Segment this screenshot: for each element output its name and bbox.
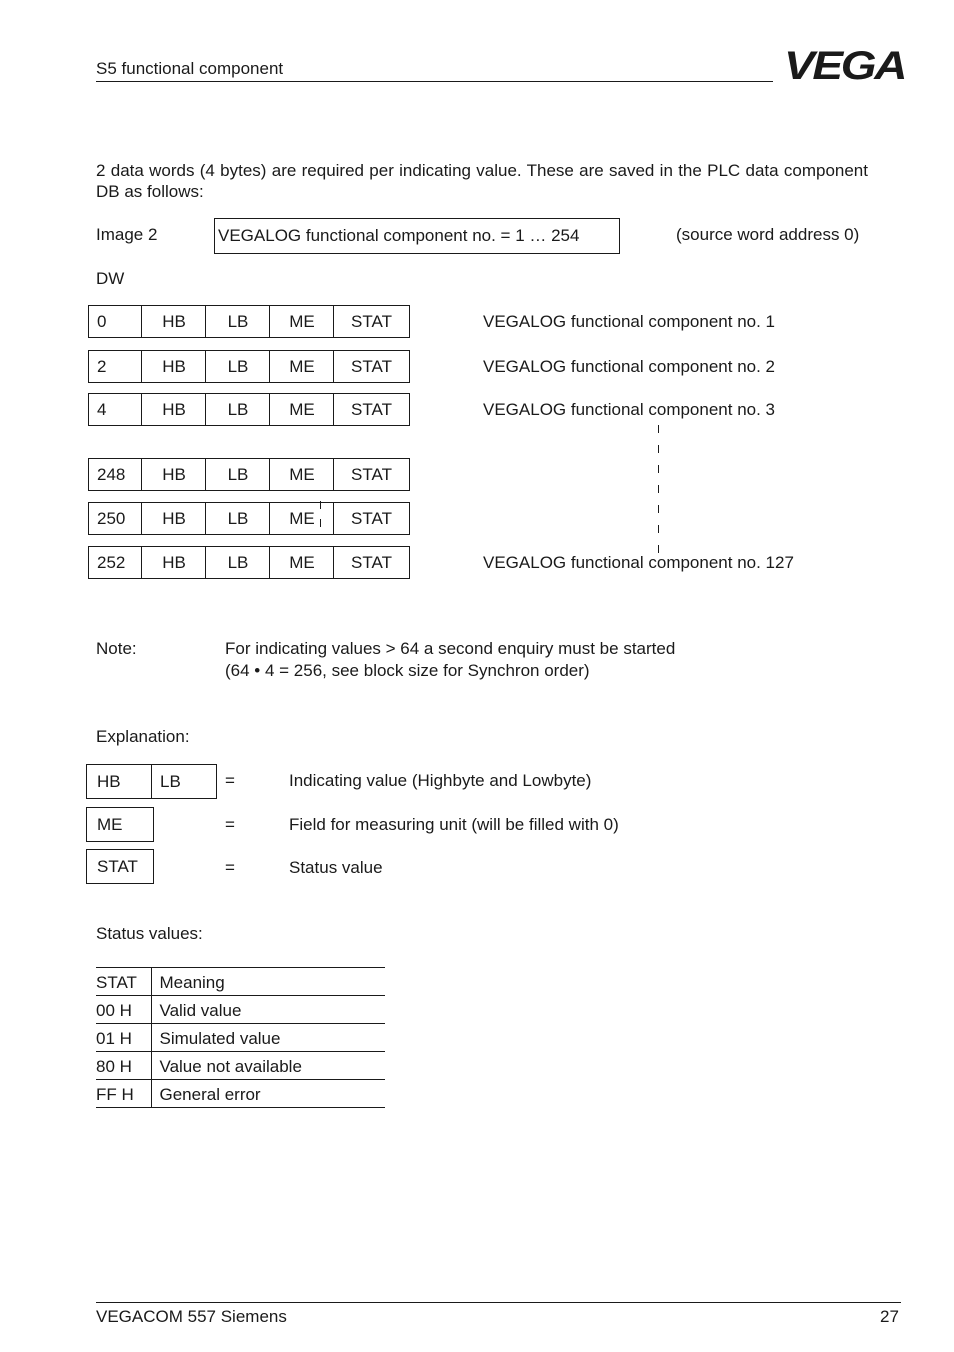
note-line1: For indicating values > 64 a second enquiry must be started (225, 639, 676, 658)
dw-address: 2 (97, 356, 107, 376)
dw-address: 4 (97, 399, 107, 419)
dw-hb: HB (162, 311, 186, 331)
hb-lb-box (86, 764, 217, 799)
note-line2: (64 • 4 = 256, see block size for Synchron order) (225, 661, 590, 680)
explain-3: Status value (289, 858, 383, 877)
dw-stat: STAT (351, 552, 392, 572)
status-meaning: General error (159, 1085, 261, 1104)
dw-lb: LB (227, 508, 249, 528)
table-row (96, 1052, 385, 1080)
status-header-stat: STAT (96, 968, 151, 996)
dash-segment (658, 505, 659, 513)
image-label: Image 2 (96, 225, 158, 244)
dash-segment (658, 545, 659, 553)
explain-2: Field for measuring unit (will be filled with 0) (289, 815, 619, 834)
dw-row (88, 546, 410, 579)
header-rule (96, 81, 773, 82)
status-title: Status values: (96, 924, 203, 943)
status-code: 80 H (96, 1052, 151, 1080)
dw-lb: LB (227, 356, 249, 376)
dash-segment (658, 425, 659, 433)
dw-label: DW (96, 269, 125, 288)
table-row (96, 1024, 385, 1052)
dw-me: ME (289, 311, 315, 331)
dw-row (88, 350, 410, 383)
dw-description: VEGALOG functional component no. 2 (483, 357, 776, 376)
status-code: 01 H (96, 1024, 151, 1052)
intro-paragraph: 2 data words (4 bytes) are required per indicating value. These are saved in the PLC data component DB as follows: (96, 161, 868, 201)
status-header-meaning: Meaning (159, 973, 225, 992)
dw-row (88, 393, 410, 426)
dw-stat: STAT (351, 508, 392, 528)
table-row (96, 1080, 385, 1108)
intro-text (96, 160, 868, 202)
dw-lb: LB (227, 552, 249, 572)
dash-segment (658, 465, 659, 473)
dw-address: 250 (97, 508, 126, 528)
status-meaning: Value not available (159, 1057, 302, 1076)
dw-address: 0 (97, 311, 107, 331)
image-box (214, 218, 620, 254)
page-number: 27 (880, 1307, 899, 1326)
dw-address: 248 (97, 464, 126, 484)
footer-doc-title: VEGACOM 557 Siemens (96, 1307, 287, 1326)
dw-me: ME (289, 464, 315, 484)
source-address: (source word address 0) (676, 225, 860, 244)
status-code: FF H (96, 1080, 151, 1108)
table-row (96, 996, 385, 1024)
dw-hb: HB (162, 552, 186, 572)
dw-description: VEGALOG functional component no. 127 (483, 553, 794, 572)
hb-key: HB (97, 771, 121, 791)
dw-hb: HB (162, 464, 186, 484)
dw-me: ME (289, 508, 315, 528)
status-header-row (96, 968, 385, 996)
header-title: S5 functional component (96, 59, 284, 78)
dw-stat: STAT (351, 399, 392, 419)
cut-mark (320, 519, 321, 527)
dw-stat: STAT (351, 464, 392, 484)
footer-rule (96, 1302, 901, 1303)
dw-hb: HB (162, 356, 186, 376)
dw-hb: HB (162, 399, 186, 419)
me-box (86, 807, 154, 842)
explain-1: Indicating value (Highbyte and Lowbyte) (289, 771, 592, 790)
dw-me: ME (289, 356, 315, 376)
dw-stat: STAT (351, 311, 392, 331)
vega-logo: VEGA (784, 44, 906, 88)
me-key: ME (97, 814, 123, 834)
eq-2: = (225, 815, 235, 834)
dash-segment (658, 485, 659, 493)
dw-row (88, 305, 410, 338)
status-meaning: Valid value (159, 1001, 242, 1020)
stat-box (86, 849, 154, 884)
dw-description: VEGALOG functional component no. 3 (483, 400, 776, 419)
dw-lb: LB (227, 464, 249, 484)
dw-address: 252 (97, 552, 126, 572)
dw-stat: STAT (351, 356, 392, 376)
dw-me: ME (289, 552, 315, 572)
dw-row (88, 458, 410, 491)
dash-segment (658, 525, 659, 533)
explanation-title: Explanation: (96, 727, 190, 746)
dw-lb: LB (227, 399, 249, 419)
lb-key: LB (160, 771, 181, 791)
dash-segment (658, 445, 659, 453)
note-label: Note: (96, 639, 137, 658)
eq-1: = (225, 771, 235, 790)
status-meaning: Simulated value (159, 1029, 281, 1048)
dw-lb: LB (227, 311, 249, 331)
status-table (96, 967, 385, 1108)
stat-key: STAT (97, 856, 138, 876)
dw-row (88, 502, 410, 535)
status-code: 00 H (96, 996, 151, 1024)
dw-me: ME (289, 399, 315, 419)
image-box-text: VEGALOG functional component no. = 1 … 254 (218, 226, 580, 245)
cut-mark (320, 501, 321, 509)
dw-description: VEGALOG functional component no. 1 (483, 312, 776, 331)
dw-hb: HB (162, 508, 186, 528)
eq-3: = (225, 858, 235, 877)
